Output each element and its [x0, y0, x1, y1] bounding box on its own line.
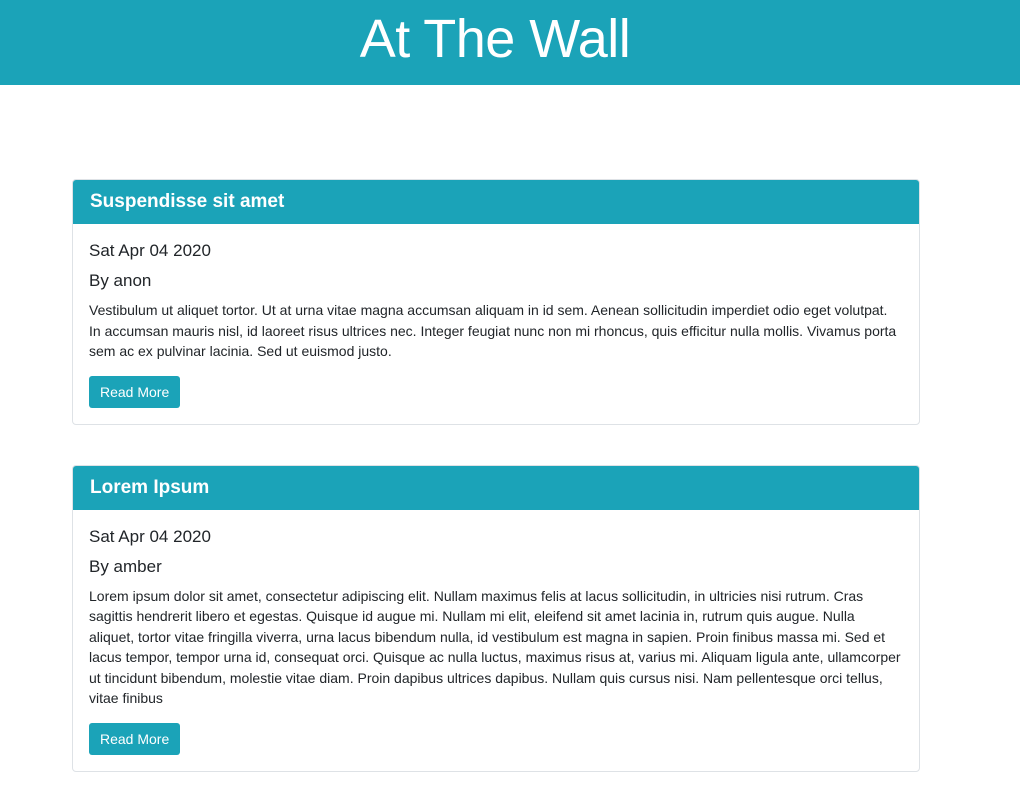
post-excerpt: Vestibulum ut aliquet tortor. Ut at urna vitae magna accumsan aliquam in id sem. Aenean sollicitudin imperdiet odio eget volutpat. In accumsan mauris nisl, id laoreet risus ultrices nec. Integer feugiat nunc non mi rhoncus, quis efficitur nulla mollis. Vivamus porta sem ac ex pulvinar lacinia. Sed ut euismod justo.	[89, 302, 897, 359]
post-author: By anon	[89, 271, 152, 290]
post-title: Suspendisse sit amet	[90, 191, 285, 212]
post-excerpt: Lorem ipsum dolor sit amet, consectetur adipiscing elit. Nullam maximus felis at lacus sollicitudin, in ultricies nisi rutrum. Cras sagittis hendrerit libero et egestas. Quisque id augue mi. Nullam mi elit, eleifend sit amet lacinia in, rutrum quis augue. Nulla aliquet, tortor vitae fringilla viverra, urna lacus bibendum nulla, id vestibulum est magna in sapien. Proin finibus massa mi. Sed et lacus tempor, tempor urna id, consequat orci. Quisque ac nulla luctus, maximus risus at, varius mi. Aliquam ligula ante, ullamcorper ut tincidunt bibendum, molestie vitae diam. Proin dapibus ultrices dapibus. Nullam quis cursus nisi. Nam pellentesque orci tellus, vitae finibus	[89, 587, 901, 706]
post-date: Sat Apr 04 2020	[89, 241, 211, 260]
post-card	[72, 179, 920, 425]
site-header	[0, 0, 1020, 85]
read-more-button[interactable]: Read More	[89, 723, 180, 755]
read-more-button[interactable]: Read More	[89, 376, 180, 408]
post-author: By amber	[89, 556, 162, 576]
site-title: At The Wall	[359, 8, 631, 69]
post-card-header	[73, 466, 919, 510]
post-card-header	[73, 180, 919, 224]
post-date: Sat Apr 04 2020	[89, 526, 211, 546]
post-list	[72, 179, 920, 812]
post-card	[72, 465, 920, 772]
post-body	[73, 224, 919, 424]
post-body	[73, 510, 919, 771]
post-title: Lorem Ipsum	[90, 476, 210, 498]
